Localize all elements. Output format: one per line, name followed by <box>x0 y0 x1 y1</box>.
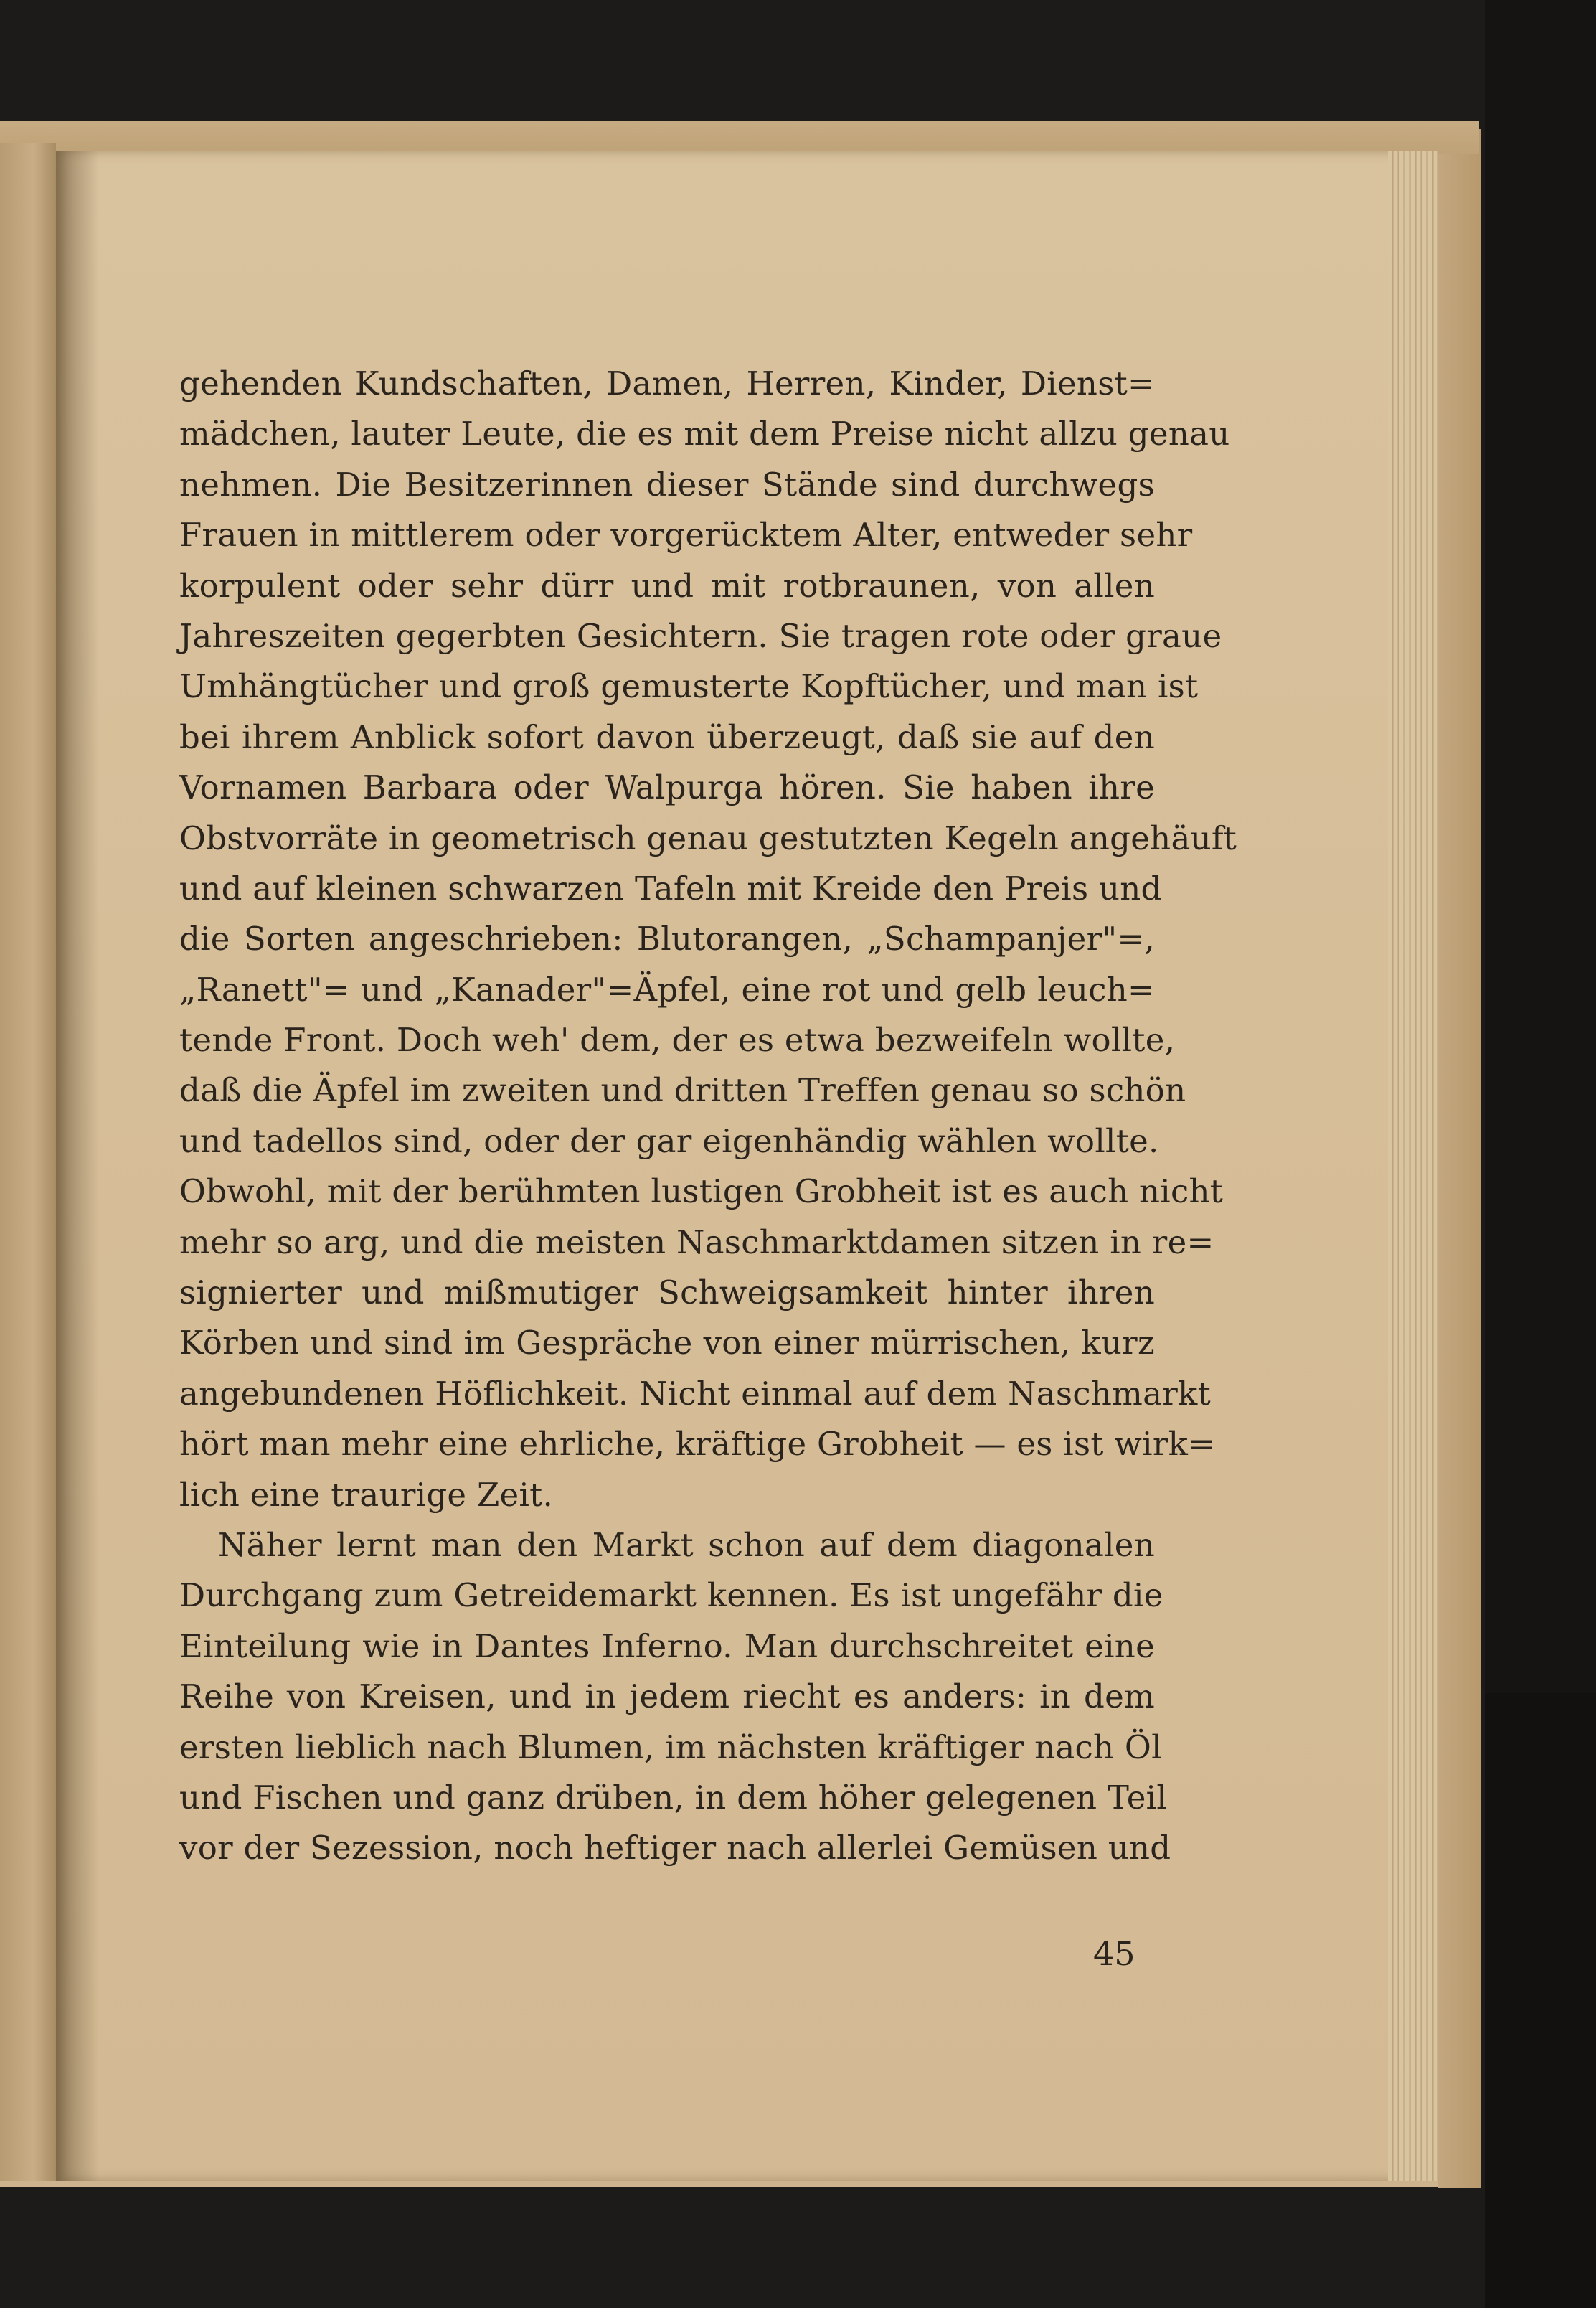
text-line: tende Front. Doch weh' dem, der es etwa bezweifeln wollte, <box>179 1021 1176 1060</box>
text-line: Reihe von Kreisen, und in jedem riecht es anders: in dem <box>179 1677 1155 1716</box>
page-top-edge <box>0 121 1479 154</box>
text-line: Durchgang zum Getreidemarkt kennen. Es ist ungefähr die <box>179 1576 1163 1615</box>
text-line: „Ranett"= und „Kanader"=Äpfel, eine rot und gelb leuch= <box>179 970 1155 1009</box>
gutter-shadow <box>56 151 99 2181</box>
right-dark-margin-lower <box>1485 1693 1596 2308</box>
text-line: Jahreszeiten gegerbten Gesichtern. Sie tragen rote oder graue <box>179 616 1222 655</box>
cover-edge <box>1438 129 1481 2188</box>
page-stack-edge <box>1388 151 1438 2181</box>
text-line: Körben und sind im Gespräche von einer mürrischen, kurz <box>179 1324 1155 1362</box>
text-line: daß die Äpfel im zweiten und dritten Treffen genau so schön <box>179 1071 1186 1110</box>
text-line: Einteilung wie in Dantes Inferno. Man durchschreitet eine <box>179 1626 1155 1665</box>
text-line: mädchen, lauter Leute, die es mit dem Preise nicht allzu genau <box>179 415 1230 453</box>
body-text <box>179 359 1237 1874</box>
text-line: Frauen in mittlerem oder vorgerücktem Alter, entweder sehr <box>179 516 1193 555</box>
text-line: und auf kleinen schwarzen Tafeln mit Kreide den Preis und <box>179 869 1162 908</box>
text-line: Obwohl, mit der berühmten lustigen Grobheit ist es auch nicht <box>179 1172 1224 1211</box>
text-line: Näher lernt man den Markt schon auf dem diagonalen <box>218 1525 1155 1564</box>
text-line: Umhängtücher und groß gemusterte Kopftücher, und man ist <box>179 667 1199 706</box>
text-line: gehenden Kundschaften, Damen, Herren, Kinder, Dienst= <box>179 364 1155 402</box>
text-line: nehmen. Die Besitzerinnen dieser Stände sind durchwegs <box>179 465 1155 504</box>
text-line: mehr so arg, und die meisten Naschmarktdamen sitzen in re= <box>179 1223 1214 1261</box>
text-line: die Sorten angeschrieben: Blutorangen, „Schampanjer"=, <box>179 920 1155 958</box>
text-line: vor der Sezession, noch heftiger nach allerlei Gemüsen und <box>179 1829 1171 1867</box>
page-number: 45 <box>1093 1934 1135 1973</box>
text-line: signierter und mißmutiger Schweigsamkeit hinter ihren <box>179 1273 1155 1312</box>
text-line: ersten lieblich nach Blumen, im nächsten kräftiger nach Öl <box>179 1728 1162 1766</box>
text-line: und Fischen und ganz drüben, in dem höher gelegenen Teil <box>179 1778 1168 1817</box>
text-line: bei ihrem Anblick sofort davon überzeugt, daß sie auf den <box>179 717 1155 756</box>
left-page-edge <box>0 143 56 2181</box>
text-line: lich eine traurige Zeit. <box>179 1475 554 1514</box>
text-line: Vornamen Barbara oder Walpurga hören. Sie haben ihre <box>179 768 1155 807</box>
text-line: hört man mehr eine ehrliche, kräftige Grobheit — es ist wirk= <box>179 1425 1216 1464</box>
text-line: angebundenen Höflichkeit. Nicht einmal auf dem Naschmarkt <box>179 1374 1211 1413</box>
text-line: und tadellos sind, oder der gar eigenhändig wählen wollte. <box>179 1121 1159 1160</box>
text-line: korpulent oder sehr dürr und mit rotbraunen, von allen <box>179 566 1155 605</box>
text-line: Obstvorräte in geometrisch genau gestutzten Kegeln angehäuft <box>179 819 1237 857</box>
